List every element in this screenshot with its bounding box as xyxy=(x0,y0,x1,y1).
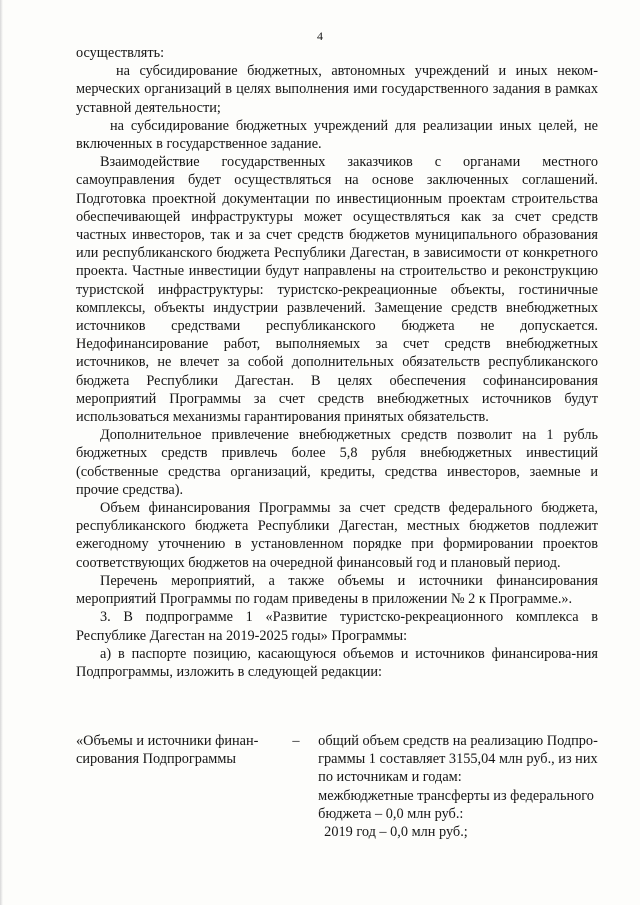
passport-label: «Объемы и источники финан-сирования Подпрограммы xyxy=(76,733,259,768)
scan-edge-shadow xyxy=(0,0,3,905)
paragraph-interaction: Взаимодействие государственных заказчиков с органами местного самоуправления будет осуществляться на основе заключенных соглашений. Подготовка проектной документации по инвестиционным проектам строительства обеспечивающей инфраструктуры может осуществляться как за счет средств частных инвесторов, так и за счет средств бюджетов муниципального образования или республиканского бюджета Республики Дагестан, в зависимости от конкретного проекта. Частные инвестиции будут направлены на строительство и реконструкцию туристской инфраструктуры: туристско-рекреационные объекты, гостиничные комплексы, объекты индустрии развлечений. Замещение средств внебюджетных источников средствами республиканского бюджета не допускается. Недофинансирование работ, выполняемых за счет средств внебюджетных источников, не влечет за собой дополнительных обязательств республиканского бюджета Республики Дагестан. В целях обеспечения софинансирования мероприятий Программы за счет средств внебюджетных источников будут использоваться механизмы гарантирования принятых обязательств. xyxy=(76,154,598,426)
paragraph-intro: осуществлять: xyxy=(76,45,165,61)
page-number: 4 xyxy=(317,29,323,43)
paragraph-subsidy-other: на субсидирование бюджетных учреждений для реализации иных целей, не включенных в государственное задание. xyxy=(76,117,598,153)
passport-table xyxy=(76,732,606,841)
paragraph-funding-volume: Объем финансирования Программы за счет средств федерального бюджета, республиканского бюджета Республики Дагестан, местных бюджетов подлежит ежегодному уточнению в установленном порядке при формировании проектов соответствующих бюджетов на очередной финансовый год и плановый период. xyxy=(76,500,598,571)
paragraph-subsidy-autonomous: на субсидирование бюджетных, автономных учреждений и иных неком-мерческих организаций в целях выполнения ими государственного задания в рамках уставной деятельности; xyxy=(76,63,598,116)
passport-federal-transfers: межбюджетные трансферты из федерального бюджета – 0,0 млн руб.: xyxy=(318,787,594,822)
passport-total-volume: общий объем средств на реализацию Подпро-граммы 1 составляет 3155,04 млн руб., из них по источникам и годам: xyxy=(318,733,598,786)
paragraph-passport-edit: а) в паспорте позицию, касающуюся объемов и источников финансирова-ния Подпрограммы, изложить в следующей редакции: xyxy=(76,645,598,680)
passport-value xyxy=(318,732,606,841)
passport-dash: – xyxy=(292,733,300,749)
passport-year-2019: 2019 год – 0,0 млн руб.; xyxy=(324,824,468,841)
paragraph-additional-funds: Дополнительное привлечение внебюджетных средств позволит на 1 рубль бюджетных средств привлечь более 5,8 рубля внебюджетных инвестиций (собственные средства организаций, кредиты, средства инвесторов, заемные и прочие средства). xyxy=(76,427,598,498)
paragraph-subprogram-1: 3. В подпрограмме 1 «Развитие туристско-рекреационного комплекса в Республике Дагестан на 2019-2025 годы» Программы: xyxy=(76,609,598,644)
paragraph-measures-list: Перечень мероприятий, а также объемы и источники финансирования мероприятий Программы по годам приведены в приложении № 2 к Программе.». xyxy=(76,572,598,608)
document-body xyxy=(76,44,598,681)
